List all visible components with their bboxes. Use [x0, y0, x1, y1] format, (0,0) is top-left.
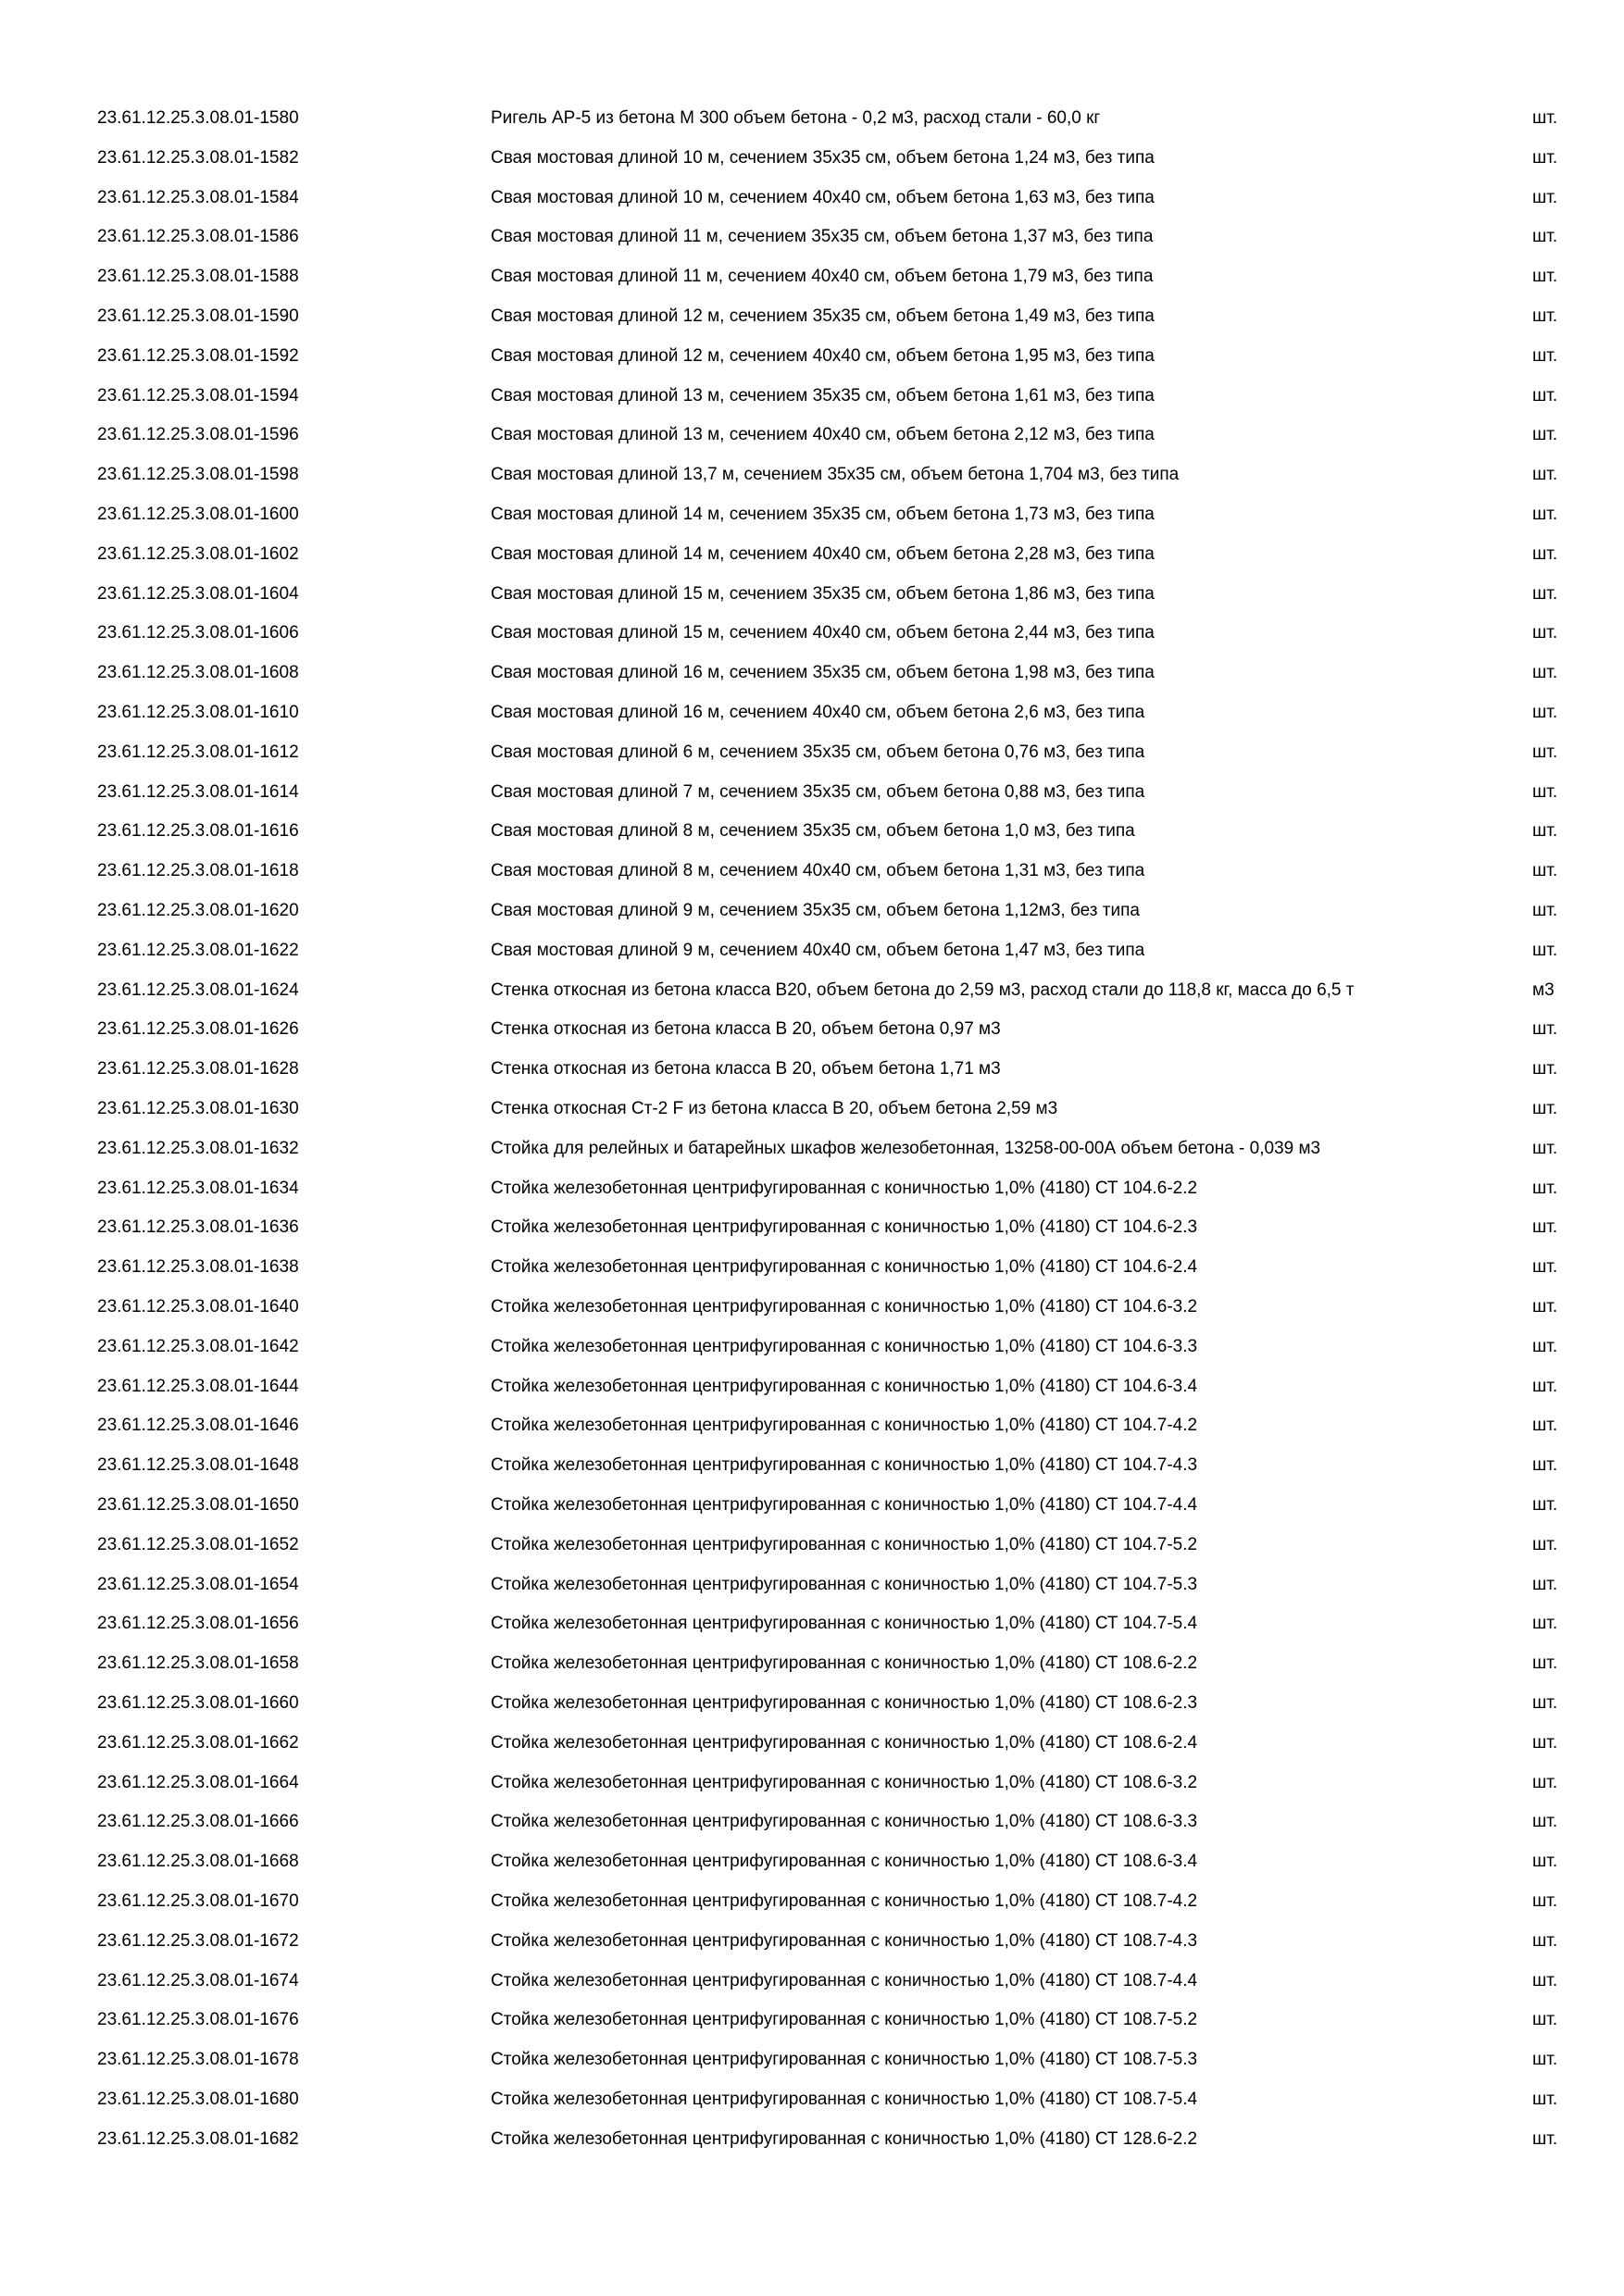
- row-description: Стенка откосная Ст-2 F из бетона класса В 20, объем бетона 2,59 м3: [491, 1099, 1058, 1118]
- row-description: Свая мостовая длиной 14 м, сечением 40х40 см, объем бетона 2,28 м3, без типа: [491, 543, 1155, 564]
- row-code: 23.61.12.25.3.08.01-1648: [97, 1455, 299, 1476]
- row-unit: шт.: [1532, 1772, 1558, 1792]
- row-unit: шт.: [1532, 267, 1558, 287]
- row-unit: шт.: [1532, 1217, 1558, 1238]
- row-code: 23.61.12.25.3.08.01-1668: [97, 1852, 299, 1872]
- row-description: Стойка железобетонная центрифугированная с коничностью 1,0% (4180) СТ 108.6-3.4: [491, 1852, 1198, 1872]
- row-description: Стенка откосная из бетона класса В 20, объем бетона 1,71 м3: [491, 1059, 1001, 1079]
- row-description: Стойка железобетонная центрифугированная с коничностью 1,0% (4180) СТ 108.6-2.3: [491, 1693, 1198, 1713]
- row-unit: шт.: [1532, 861, 1558, 881]
- row-description: Свая мостовая длиной 12 м, сечением 40х40 см, объем бетона 1,95 м3, без типа: [491, 345, 1155, 366]
- row-unit: шт.: [1532, 1376, 1558, 1396]
- row-unit: шт.: [1532, 703, 1558, 722]
- row-code: 23.61.12.25.3.08.01-1610: [97, 703, 299, 722]
- row-unit: шт.: [1532, 1970, 1558, 1990]
- row-description: Свая мостовая длиной 10 м, сечением 35х35 см, объем бетона 1,24 м3, без типа: [491, 147, 1155, 168]
- row-unit: шт.: [1532, 1534, 1558, 1554]
- row-description: Стенка откосная из бетона класса В 20, объем бетона 0,97 м3: [491, 1019, 1001, 1040]
- row-unit: шт.: [1532, 147, 1558, 168]
- row-unit: шт.: [1532, 505, 1558, 524]
- row-description: Свая мостовая длиной 15 м, сечением 40х40 см, объем бетона 2,44 м3, без типа: [491, 623, 1155, 643]
- row-description: Стойка железобетонная центрифугированная с коничностью 1,0% (4180) СТ 104.7-4.3: [491, 1455, 1198, 1476]
- row-description: Стойка железобетонная центрифугированная с коничностью 1,0% (4180) СТ 108.7-5.3: [491, 2050, 1198, 2070]
- row-code: 23.61.12.25.3.08.01-1636: [97, 1217, 299, 1238]
- row-description: Свая мостовая длиной 15 м, сечением 35х35 см, объем бетона 1,86 м3, без типа: [491, 583, 1155, 604]
- row-unit: шт.: [1532, 1812, 1558, 1832]
- row-unit: шт.: [1532, 1930, 1558, 1951]
- row-description: Свая мостовая длиной 12 м, сечением 35х35 см, объем бетона 1,49 м3, без типа: [491, 306, 1155, 326]
- row-code: 23.61.12.25.3.08.01-1620: [97, 901, 299, 920]
- row-code: 23.61.12.25.3.08.01-1644: [97, 1376, 299, 1396]
- row-code: 23.61.12.25.3.08.01-1638: [97, 1257, 299, 1278]
- row-description: Свая мостовая длиной 16 м, сечением 40х40 см, объем бетона 2,6 м3, без типа: [491, 703, 1145, 722]
- row-unit: шт.: [1532, 543, 1558, 564]
- row-code: 23.61.12.25.3.08.01-1658: [97, 1653, 299, 1674]
- row-code: 23.61.12.25.3.08.01-1616: [97, 821, 299, 842]
- row-code: 23.61.12.25.3.08.01-1624: [97, 980, 299, 1000]
- row-description: Стойка железобетонная центрифугированная с коничностью 1,0% (4180) СТ 108.7-5.4: [491, 2090, 1198, 2109]
- row-description: Свая мостовая длиной 7 м, сечением 35х35 см, объем бетона 0,88 м3, без типа: [491, 781, 1145, 802]
- row-description: Стойка железобетонная центрифугированная с коничностью 1,0% (4180) СТ 104.7-4.2: [491, 1416, 1198, 1436]
- row-description: Стойка железобетонная центрифугированная с коничностью 1,0% (4180) СТ 108.6-2.2: [491, 1653, 1198, 1674]
- row-description: Свая мостовая длиной 8 м, сечением 35х35 см, объем бетона 1,0 м3, без типа: [491, 821, 1135, 842]
- row-description: Свая мостовая длиной 9 м, сечением 40х40 см, объем бетона 1,47 м3, без типа: [491, 940, 1145, 960]
- row-unit: шт.: [1532, 663, 1558, 683]
- row-description: Стойка железобетонная центрифугированная с коничностью 1,0% (4180) СТ 128.6-2.2: [491, 2128, 1198, 2149]
- row-unit: шт.: [1532, 821, 1558, 842]
- row-code: 23.61.12.25.3.08.01-1600: [97, 505, 299, 524]
- row-unit: шт.: [1532, 1336, 1558, 1356]
- row-description: Стойка железобетонная центрифугированная с коничностью 1,0% (4180) СТ 104.7-4.4: [491, 1495, 1198, 1515]
- row-unit: шт.: [1532, 1455, 1558, 1476]
- row-description: Стойка для релейных и батарейных шкафов железобетонная, 13258-00-00А объем бетона - 0,039 м3: [491, 1138, 1321, 1158]
- row-description: Стойка железобетонная центрифугированная с коничностью 1,0% (4180) СТ 104.7-5.3: [491, 1574, 1198, 1594]
- row-code: 23.61.12.25.3.08.01-1642: [97, 1336, 299, 1356]
- row-code: 23.61.12.25.3.08.01-1598: [97, 465, 299, 485]
- row-unit: шт.: [1532, 2050, 1558, 2070]
- row-code: 23.61.12.25.3.08.01-1666: [97, 1812, 299, 1832]
- row-code: 23.61.12.25.3.08.01-1652: [97, 1534, 299, 1554]
- row-code: 23.61.12.25.3.08.01-1640: [97, 1297, 299, 1316]
- row-code: 23.61.12.25.3.08.01-1632: [97, 1138, 299, 1158]
- row-code: 23.61.12.25.3.08.01-1656: [97, 1614, 299, 1634]
- row-code: 23.61.12.25.3.08.01-1630: [97, 1099, 299, 1118]
- row-unit: шт.: [1532, 187, 1558, 207]
- row-unit: шт.: [1532, 623, 1558, 643]
- row-description: Стойка железобетонная центрифугированная с коничностью 1,0% (4180) СТ 108.7-4.3: [491, 1930, 1198, 1951]
- row-description: Свая мостовая длиной 6 м, сечением 35х35 см, объем бетона 0,76 м3, без типа: [491, 742, 1145, 762]
- row-code: 23.61.12.25.3.08.01-1672: [97, 1930, 299, 1951]
- row-description: Стойка железобетонная центрифугированная с коничностью 1,0% (4180) СТ 104.7-5.2: [491, 1534, 1198, 1554]
- row-unit: шт.: [1532, 425, 1558, 445]
- row-unit: шт.: [1532, 1416, 1558, 1436]
- row-unit: шт.: [1532, 108, 1558, 128]
- row-unit: шт.: [1532, 1178, 1558, 1198]
- row-code: 23.61.12.25.3.08.01-1670: [97, 1891, 299, 1911]
- row-code: 23.61.12.25.3.08.01-1596: [97, 425, 299, 445]
- row-code: 23.61.12.25.3.08.01-1618: [97, 861, 299, 881]
- row-description: Свая мостовая длиной 13 м, сечением 35х35 см, объем бетона 1,61 м3, без типа: [491, 385, 1155, 406]
- row-code: 23.61.12.25.3.08.01-1622: [97, 940, 299, 960]
- row-description: Стойка железобетонная центрифугированная с коничностью 1,0% (4180) СТ 108.6-3.2: [491, 1772, 1198, 1792]
- row-unit: шт.: [1532, 1059, 1558, 1079]
- row-description: Стойка железобетонная центрифугированная с коничностью 1,0% (4180) СТ 104.6-3.4: [491, 1376, 1198, 1396]
- row-description: Стойка железобетонная центрифугированная с коничностью 1,0% (4180) СТ 104.6-2.3: [491, 1217, 1198, 1238]
- row-code: 23.61.12.25.3.08.01-1614: [97, 781, 299, 802]
- row-description: Стойка железобетонная центрифугированная с коничностью 1,0% (4180) СТ 104.7-5.4: [491, 1614, 1198, 1634]
- row-unit: шт.: [1532, 1138, 1558, 1158]
- row-unit: шт.: [1532, 583, 1558, 604]
- row-code: 23.61.12.25.3.08.01-1680: [97, 2090, 299, 2109]
- row-code: 23.61.12.25.3.08.01-1602: [97, 543, 299, 564]
- row-description: Свая мостовая длиной 13,7 м, сечением 35х35 см, объем бетона 1,704 м3, без типа: [491, 465, 1180, 485]
- row-unit: шт.: [1532, 1693, 1558, 1713]
- row-code: 23.61.12.25.3.08.01-1634: [97, 1178, 299, 1198]
- row-description: Свая мостовая длиной 11 м, сечением 35х35 см, объем бетона 1,37 м3, без типа: [491, 227, 1154, 247]
- row-description: Стойка железобетонная центрифугированная с коничностью 1,0% (4180) СТ 104.6-2.4: [491, 1257, 1198, 1278]
- row-unit: м3: [1532, 980, 1555, 1000]
- row-unit: шт.: [1532, 1257, 1558, 1278]
- row-unit: шт.: [1532, 385, 1558, 406]
- row-code: 23.61.12.25.3.08.01-1606: [97, 623, 299, 643]
- row-code: 23.61.12.25.3.08.01-1582: [97, 147, 299, 168]
- row-code: 23.61.12.25.3.08.01-1676: [97, 2010, 299, 2030]
- row-unit: шт.: [1532, 2090, 1558, 2109]
- row-description: Свая мостовая длиной 13 м, сечением 40х40 см, объем бетона 2,12 м3, без типа: [491, 425, 1155, 445]
- row-code: 23.61.12.25.3.08.01-1584: [97, 187, 299, 207]
- row-code: 23.61.12.25.3.08.01-1678: [97, 2050, 299, 2070]
- row-code: 23.61.12.25.3.08.01-1612: [97, 742, 299, 762]
- row-description: Стойка железобетонная центрифугированная с коничностью 1,0% (4180) СТ 104.6-2.2: [491, 1178, 1198, 1198]
- row-code: 23.61.12.25.3.08.01-1580: [97, 108, 299, 128]
- row-description: Стойка железобетонная центрифугированная с коничностью 1,0% (4180) СТ 108.6-3.3: [491, 1812, 1198, 1832]
- row-unit: шт.: [1532, 227, 1558, 247]
- row-description: Стойка железобетонная центрифугированная с коничностью 1,0% (4180) СТ 108.7-4.2: [491, 1891, 1198, 1911]
- row-description: Ригель АР-5 из бетона М 300 объем бетона - 0,2 м3, расход стали - 60,0 кг: [491, 108, 1101, 128]
- row-unit: шт.: [1532, 1653, 1558, 1674]
- row-unit: шт.: [1532, 781, 1558, 802]
- row-description: Стойка железобетонная центрифугированная с коничностью 1,0% (4180) СТ 108.7-5.2: [491, 2010, 1198, 2030]
- row-description: Свая мостовая длиной 14 м, сечением 35х35 см, объем бетона 1,73 м3, без типа: [491, 505, 1155, 524]
- row-code: 23.61.12.25.3.08.01-1588: [97, 267, 299, 287]
- row-unit: шт.: [1532, 1891, 1558, 1911]
- row-description: Свая мостовая длиной 11 м, сечением 40х40 см, объем бетона 1,79 м3, без типа: [491, 267, 1154, 287]
- row-unit: шт.: [1532, 742, 1558, 762]
- row-code: 23.61.12.25.3.08.01-1674: [97, 1970, 299, 1990]
- row-description: Стойка железобетонная центрифугированная с коничностью 1,0% (4180) СТ 108.6-2.4: [491, 1732, 1198, 1753]
- row-code: 23.61.12.25.3.08.01-1592: [97, 345, 299, 366]
- row-description: Свая мостовая длиной 8 м, сечением 40х40 см, объем бетона 1,31 м3, без типа: [491, 861, 1145, 881]
- row-description: Свая мостовая длиной 9 м, сечением 35х35 см, объем бетона 1,12м3, без типа: [491, 901, 1140, 920]
- row-code: 23.61.12.25.3.08.01-1594: [97, 385, 299, 406]
- row-unit: шт.: [1532, 306, 1558, 326]
- row-description: Стойка железобетонная центрифугированная с коничностью 1,0% (4180) СТ 108.7-4.4: [491, 1970, 1198, 1990]
- row-description: Свая мостовая длиной 16 м, сечением 35х35 см, объем бетона 1,98 м3, без типа: [491, 663, 1155, 683]
- row-code: 23.61.12.25.3.08.01-1664: [97, 1772, 299, 1792]
- row-code: 23.61.12.25.3.08.01-1660: [97, 1693, 299, 1713]
- row-unit: шт.: [1532, 1614, 1558, 1634]
- row-description: Свая мостовая длиной 10 м, сечением 40х40 см, объем бетона 1,63 м3, без типа: [491, 187, 1155, 207]
- row-description: Стенка откосная из бетона класса В20, объем бетона до 2,59 м3, расход стали до 118,8 кг, масса до 6,5 т: [491, 980, 1355, 1000]
- row-unit: шт.: [1532, 1019, 1558, 1040]
- row-unit: шт.: [1532, 2010, 1558, 2030]
- row-code: 23.61.12.25.3.08.01-1604: [97, 583, 299, 604]
- row-code: 23.61.12.25.3.08.01-1650: [97, 1495, 299, 1515]
- row-code: 23.61.12.25.3.08.01-1586: [97, 227, 299, 247]
- row-unit: шт.: [1532, 1495, 1558, 1515]
- row-code: 23.61.12.25.3.08.01-1628: [97, 1059, 299, 1079]
- row-description: Стойка железобетонная центрифугированная с коничностью 1,0% (4180) СТ 104.6-3.2: [491, 1297, 1198, 1316]
- row-unit: шт.: [1532, 2128, 1558, 2149]
- row-code: 23.61.12.25.3.08.01-1646: [97, 1416, 299, 1436]
- row-unit: шт.: [1532, 940, 1558, 960]
- row-code: 23.61.12.25.3.08.01-1590: [97, 306, 299, 326]
- row-unit: шт.: [1532, 1297, 1558, 1316]
- row-unit: шт.: [1532, 1732, 1558, 1753]
- row-unit: шт.: [1532, 1574, 1558, 1594]
- row-unit: шт.: [1532, 1099, 1558, 1118]
- row-code: 23.61.12.25.3.08.01-1682: [97, 2128, 299, 2149]
- row-unit: шт.: [1532, 1852, 1558, 1872]
- row-unit: шт.: [1532, 345, 1558, 366]
- row-code: 23.61.12.25.3.08.01-1608: [97, 663, 299, 683]
- row-unit: шт.: [1532, 901, 1558, 920]
- row-code: 23.61.12.25.3.08.01-1626: [97, 1019, 299, 1040]
- row-code: 23.61.12.25.3.08.01-1662: [97, 1732, 299, 1753]
- row-unit: шт.: [1532, 465, 1558, 485]
- row-description: Стойка железобетонная центрифугированная с коничностью 1,0% (4180) СТ 104.6-3.3: [491, 1336, 1198, 1356]
- row-code: 23.61.12.25.3.08.01-1654: [97, 1574, 299, 1594]
